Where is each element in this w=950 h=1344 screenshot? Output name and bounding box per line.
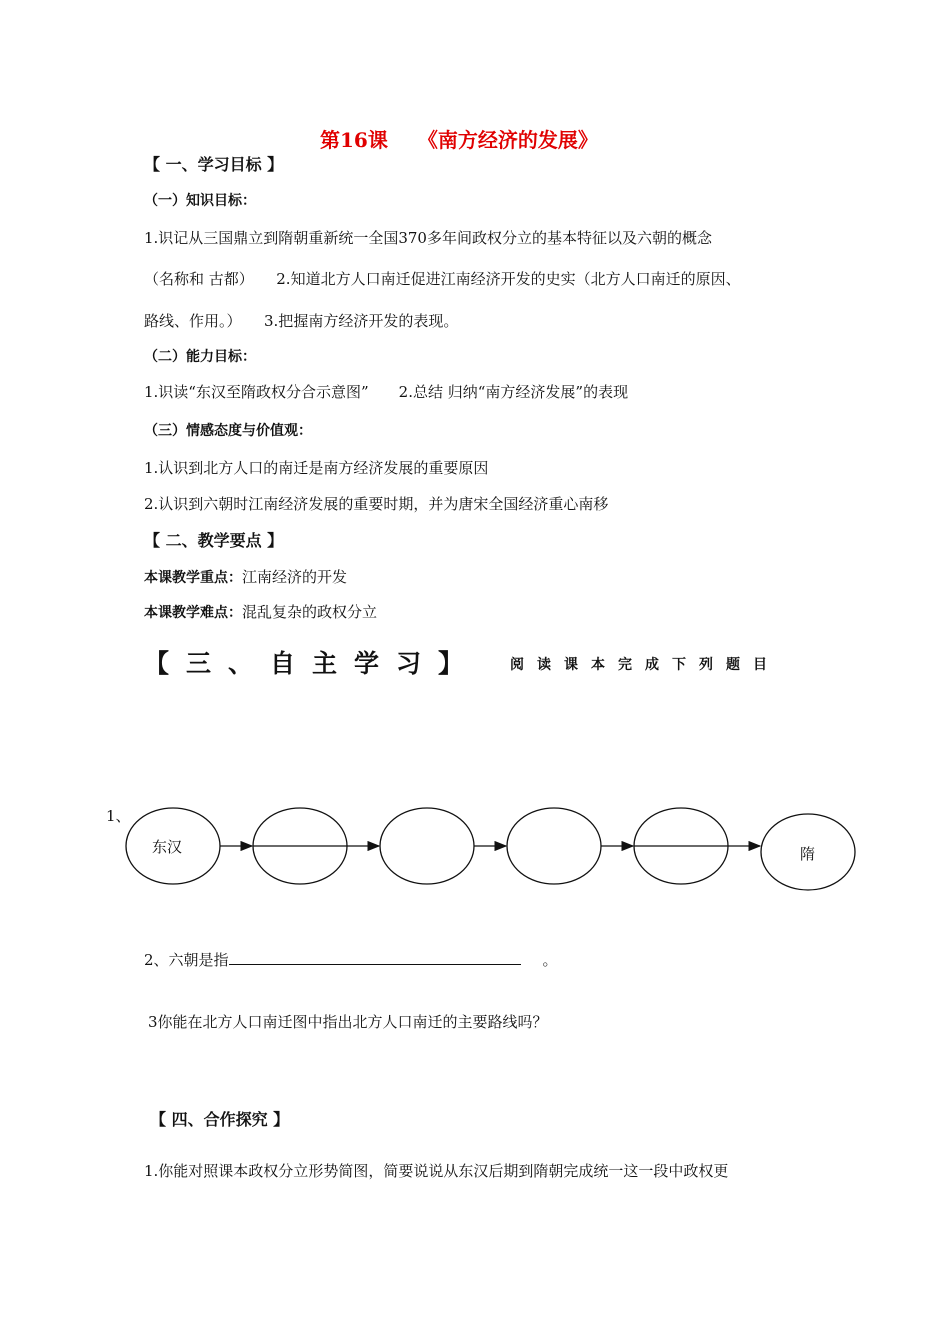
- teaching-focus-value: 江南经济的开发: [242, 568, 348, 586]
- knowledge-goal-line-3: 路线、作用。） 3.把握南方经济开发的表现。: [144, 312, 459, 330]
- self-study-instruction: 阅读课本完成下列题目: [510, 657, 780, 673]
- question-2-answer-blank[interactable]: [229, 948, 521, 965]
- emotion-goal-line-2: 2.认识到六朝时江南经济发展的重要时期，并为唐宋全国经济重心南移: [144, 495, 609, 513]
- inquiry-question-1: 1.你能对照课本政权分立形势简图，简要说说从东汉后期到隋朝完成统一这一段中政权更: [144, 1162, 729, 1180]
- diagram-node-4[interactable]: [507, 808, 601, 884]
- teaching-difficulty-label: 本课教学难点：: [144, 605, 242, 621]
- question-2-prefix: 2、六朝是指: [144, 951, 229, 969]
- section-heading-key-points: 【 二、教学要点 】: [144, 531, 284, 550]
- question-2-suffix: 。: [542, 951, 558, 969]
- emotion-goals-heading: （三）情感态度与价值观：: [144, 423, 312, 439]
- page-title: 第16课 《南方经济的发展》: [320, 128, 598, 152]
- section-heading-objectives: 【 一、学习目标 】: [144, 155, 284, 174]
- knowledge-goals-heading: （一）知识目标：: [144, 193, 256, 209]
- dynasty-flow-diagram: [0, 780, 950, 910]
- emotion-goal-line-1: 1.认识到北方人口的南迁是南方经济发展的重要原因: [144, 459, 489, 477]
- teaching-focus: [144, 566, 347, 587]
- question-2: [144, 948, 558, 970]
- ability-goals-heading: （二）能力目标：: [144, 349, 256, 365]
- knowledge-goal-line-1: 1.识记从三国鼎立到隋朝重新统一全国370多年间政权分立的基本特征以及六朝的概念: [144, 229, 712, 247]
- ability-goal-line-1: 1.识读“东汉至隋政权分合示意图” 2.总结 归纳“南方经济发展”的表现: [144, 383, 629, 401]
- section-heading-cooperative-inquiry: 【 四、合作探究 】: [150, 1110, 290, 1129]
- section-heading-self-study: 【三、自主学习】: [144, 649, 481, 678]
- knowledge-goal-line-2: （名称和 古都） 2.知道北方人口南迁促进江南经济开发的史实（北方人口南迁的原因、: [144, 270, 741, 288]
- teaching-difficulty-value: 混乱复杂的政权分立: [242, 603, 378, 621]
- teaching-difficulty: [144, 601, 377, 622]
- question-3: 3你能在北方人口南迁图中指出北方人口南迁的主要路线吗？: [148, 1013, 548, 1031]
- question-1-number: 1、: [106, 807, 131, 825]
- diagram-node-3[interactable]: [380, 808, 474, 884]
- diagram-node-6-label: 隋: [800, 845, 816, 863]
- diagram-node-1-label: 东汉: [152, 838, 183, 856]
- teaching-focus-label: 本课教学重点：: [144, 570, 242, 586]
